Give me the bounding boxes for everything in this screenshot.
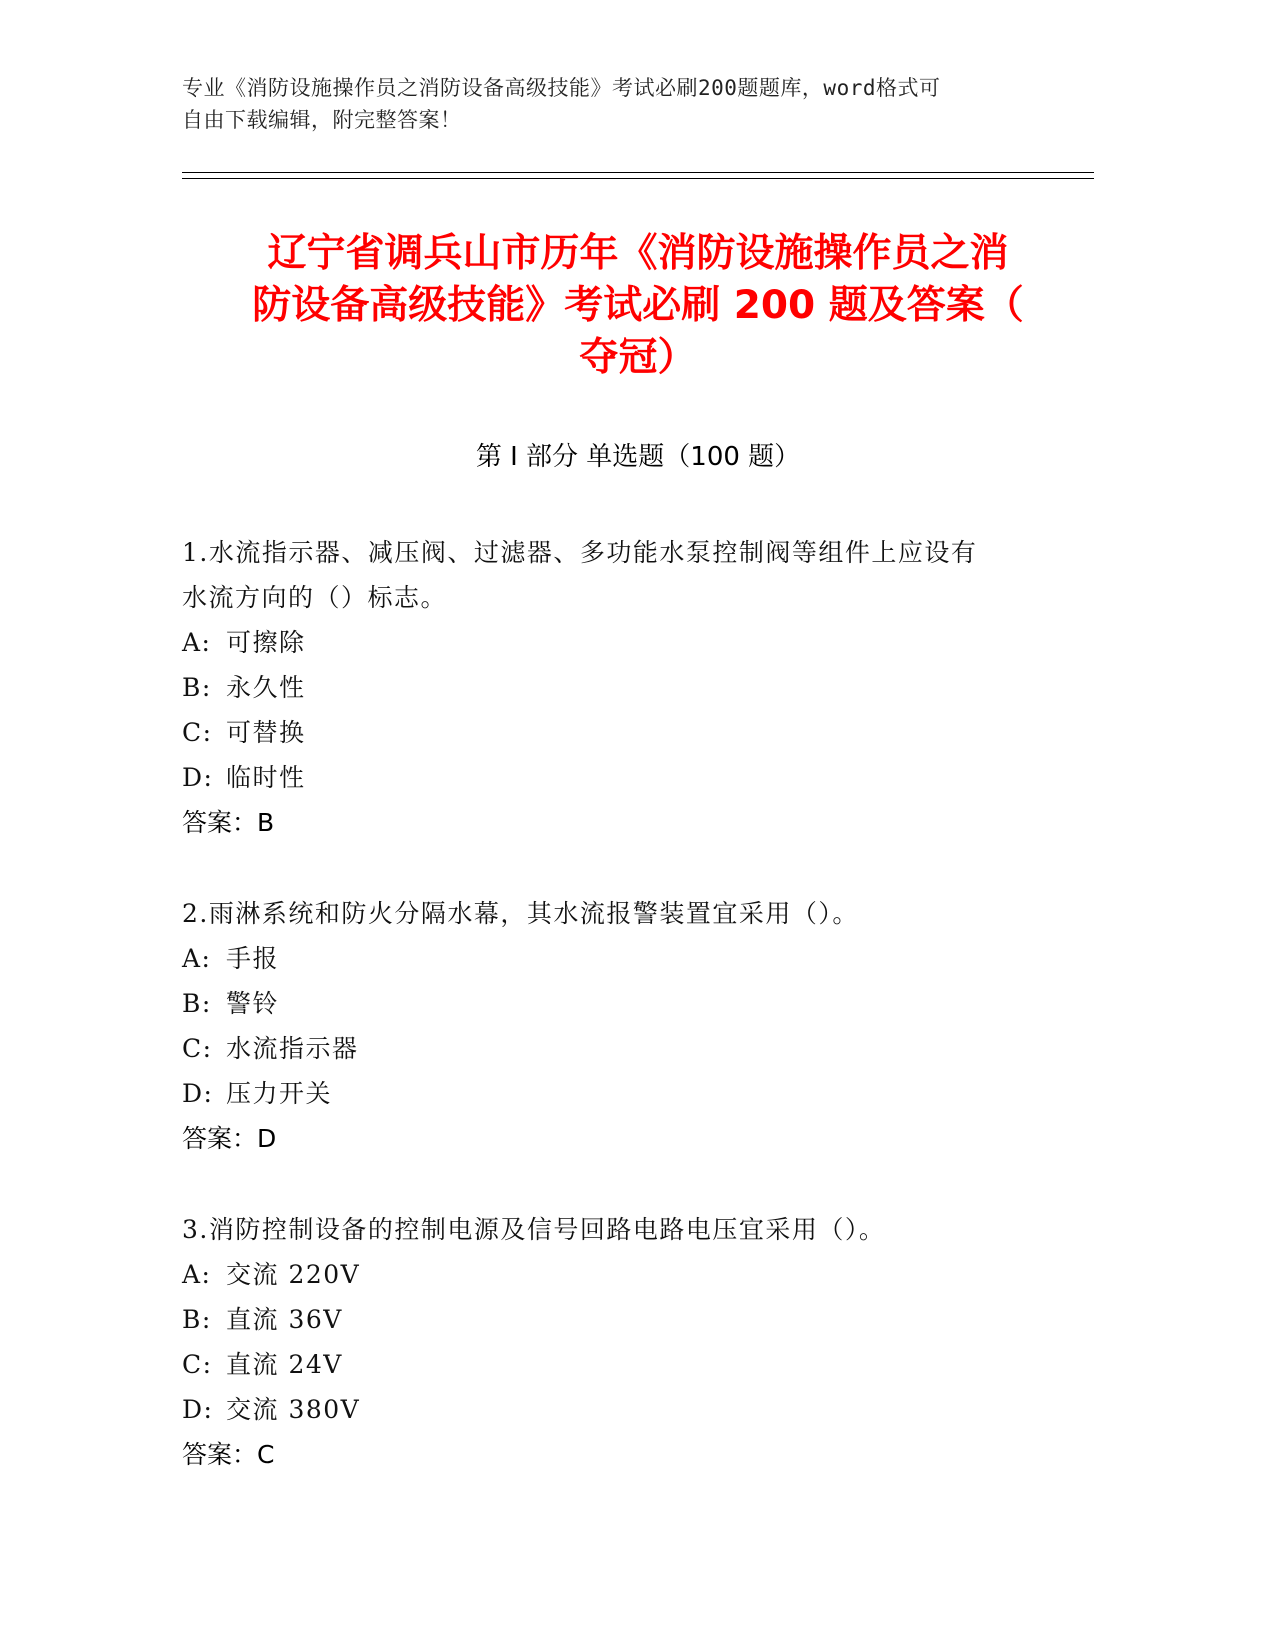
document-title xyxy=(160,228,1116,384)
option-key: B: xyxy=(182,673,212,702)
option-key: D: xyxy=(182,1395,214,1424)
option-key: C: xyxy=(182,718,213,747)
option-text: 临时性 xyxy=(226,763,306,792)
question-option xyxy=(182,1071,1082,1116)
question-option xyxy=(182,936,1082,981)
question-item xyxy=(182,891,1082,1161)
question-option xyxy=(182,1297,1082,1342)
question-option xyxy=(182,620,1082,665)
question-item xyxy=(182,530,1082,845)
option-text: 直流 24V xyxy=(226,1350,343,1379)
option-text: 可擦除 xyxy=(226,628,306,657)
document-title-line: 辽宁省调兵山市历年《消防设施操作员之消 xyxy=(267,231,1009,276)
option-key: B: xyxy=(182,989,212,1018)
question-option xyxy=(182,710,1082,755)
option-text: 交流 380V xyxy=(226,1395,361,1424)
question-option xyxy=(182,1026,1082,1071)
header-divider xyxy=(182,172,1094,173)
option-key: A: xyxy=(182,628,212,657)
question-option xyxy=(182,1342,1082,1387)
option-text: 永久性 xyxy=(226,673,306,702)
question-answer: 答案：D xyxy=(182,1124,277,1153)
option-key: B: xyxy=(182,1305,212,1334)
question-option xyxy=(182,665,1082,710)
document-title-line: 夺冠） xyxy=(579,335,697,380)
question-list xyxy=(182,530,1082,1523)
option-key: D: xyxy=(182,763,214,792)
option-key: C: xyxy=(182,1350,213,1379)
question-item xyxy=(182,1207,1082,1477)
question-stem: 2.雨淋系统和防火分隔水幕，其水流报警装置宜采用（）。 xyxy=(182,899,859,928)
question-option xyxy=(182,1387,1082,1432)
option-key: A: xyxy=(182,1260,212,1289)
question-option xyxy=(182,1252,1082,1297)
document-title-line: 防设备高级技能》考试必刷 200 题及答案（ xyxy=(252,283,1024,328)
option-text: 直流 36V xyxy=(226,1305,343,1334)
option-text: 可替换 xyxy=(226,718,306,747)
option-key: C: xyxy=(182,1034,213,1063)
header-note-line: 自由下载编辑，附完整答案！ xyxy=(182,108,462,132)
header-note xyxy=(182,72,1062,136)
option-text: 压力开关 xyxy=(226,1079,333,1108)
option-text: 手报 xyxy=(226,944,280,973)
option-text: 水流指示器 xyxy=(226,1034,359,1063)
question-stem: 3.消防控制设备的控制电源及信号回路电路电压宜采用（）。 xyxy=(182,1215,886,1244)
question-option xyxy=(182,981,1082,1026)
section-title: 第 I 部分 单选题（100 题） xyxy=(475,442,801,472)
option-key: A: xyxy=(182,944,212,973)
question-stem: 水流方向的（）标志。 xyxy=(182,583,448,612)
header-note-line: 专业《消防设施操作员之消防设备高级技能》考试必刷200题题库，word格式可 xyxy=(182,76,941,100)
question-answer: 答案：B xyxy=(182,808,275,837)
question-stem: 1.水流指示器、减压阀、过滤器、多功能水泵控制阀等组件上应设有 xyxy=(182,538,978,567)
question-option xyxy=(182,755,1082,800)
header-divider xyxy=(182,178,1094,179)
option-key: D: xyxy=(182,1079,214,1108)
option-text: 交流 220V xyxy=(226,1260,361,1289)
question-answer: 答案：C xyxy=(182,1440,275,1469)
option-text: 警铃 xyxy=(226,989,280,1018)
